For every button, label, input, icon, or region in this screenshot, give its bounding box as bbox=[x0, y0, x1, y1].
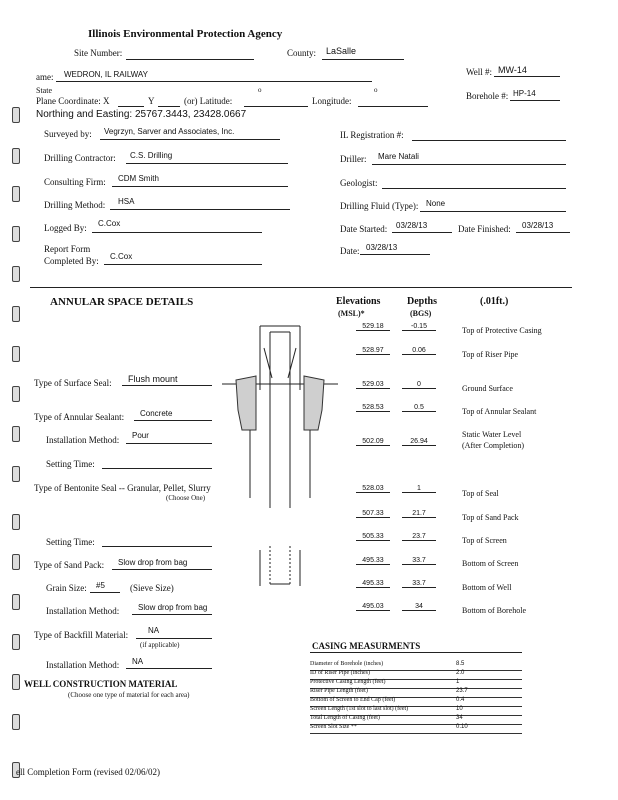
well-value: MW-14 bbox=[498, 65, 527, 75]
binder-hole bbox=[12, 554, 20, 570]
row-label: Top of Protective Casing bbox=[462, 326, 542, 335]
elevation-value[interactable]: 528.97 bbox=[356, 347, 390, 355]
setting-time-label: Setting Time: bbox=[46, 459, 95, 469]
binder-hole bbox=[12, 148, 20, 164]
row-label: Static Water Level bbox=[462, 430, 522, 439]
date-value: 03/28/13 bbox=[366, 243, 398, 252]
casing-row-label: Screen Length (1st slot to last slot) (feet) bbox=[310, 706, 409, 712]
annular-sealant-label: Type of Annular Sealant: bbox=[34, 412, 125, 422]
casing-row-label: ID of Riser Pipe (inches) bbox=[310, 670, 370, 676]
depths-sub: (BGS) bbox=[410, 309, 432, 318]
x-field[interactable] bbox=[118, 106, 144, 107]
depth-value[interactable]: -0.15 bbox=[402, 323, 436, 331]
plane-coord-label: Plane Coordinate: X bbox=[36, 96, 110, 106]
casing-row-value[interactable]: 10 bbox=[456, 706, 463, 712]
row-label: Top of Riser Pipe bbox=[462, 350, 519, 359]
driller-field[interactable] bbox=[372, 164, 566, 165]
well-construction-title: WELL CONSTRUCTION MATERIAL bbox=[24, 679, 178, 689]
depth-value[interactable]: 23.7 bbox=[402, 533, 436, 541]
row-label: Bottom of Screen bbox=[462, 559, 519, 568]
depth-value[interactable]: 0.5 bbox=[402, 404, 436, 412]
drilling-contractor-label: Drilling Contractor: bbox=[44, 153, 116, 163]
agency-title: Illinois Environmental Protection Agency bbox=[88, 28, 283, 40]
longitude-field[interactable] bbox=[358, 106, 428, 107]
completed-by-label: Completed By: bbox=[44, 256, 99, 266]
completed-by-value: C.Cox bbox=[110, 252, 133, 261]
sieve-size-label: (Sieve Size) bbox=[130, 583, 174, 593]
row-label-sub: (After Completion) bbox=[462, 441, 524, 450]
report-form-label: Report Form bbox=[44, 244, 91, 254]
site-number-label: Site Number: bbox=[74, 48, 123, 58]
grain-size-label: Grain Size: bbox=[46, 583, 87, 593]
row-label: Ground Surface bbox=[462, 384, 513, 393]
site-name-field[interactable] bbox=[56, 81, 372, 82]
date-finished-value: 03/28/13 bbox=[522, 221, 554, 230]
elevation-value[interactable]: 507.33 bbox=[356, 510, 390, 518]
geologist-field[interactable] bbox=[382, 188, 566, 189]
depth-value[interactable]: 26.94 bbox=[402, 438, 436, 446]
completed-by-field[interactable] bbox=[104, 264, 262, 265]
latitude-label: (or) Latitude: bbox=[184, 96, 233, 106]
casing-row-value[interactable]: 1 bbox=[456, 679, 460, 685]
casing-row-value[interactable]: 2.0 bbox=[456, 670, 465, 676]
elevation-value[interactable]: 528.53 bbox=[356, 404, 390, 412]
consulting-firm-field[interactable] bbox=[112, 186, 288, 187]
binder-hole bbox=[12, 634, 20, 650]
casing-row-label: Diameter of Borehole (inches) bbox=[310, 661, 384, 667]
row-label: Bottom of Borehole bbox=[462, 606, 526, 615]
drilling-method-field[interactable] bbox=[110, 209, 290, 210]
casing-row-value[interactable]: 0.4 bbox=[456, 697, 465, 703]
degree-mark: o bbox=[258, 86, 262, 94]
annular-title: ANNULAR SPACE DETAILS bbox=[50, 296, 194, 308]
well-label: Well #: bbox=[466, 67, 493, 77]
bentonite-seal-label: Type of Bentonite Seal -- Granular, Pellet, Slurry bbox=[34, 483, 211, 493]
county-label: County: bbox=[287, 48, 317, 58]
y-field[interactable] bbox=[158, 106, 180, 107]
units-header: (.01ft.) bbox=[480, 296, 509, 307]
date-label: Date: bbox=[340, 246, 360, 256]
elevation-value[interactable]: 495.33 bbox=[356, 557, 390, 565]
elevation-value[interactable]: 505.33 bbox=[356, 533, 390, 541]
backfill-value: NA bbox=[148, 626, 160, 635]
row-label: Top of Seal bbox=[462, 489, 499, 498]
installation-method2-label: Installation Method: bbox=[46, 606, 120, 616]
backfill-sub: (if applicable) bbox=[140, 641, 180, 649]
well-construction-sub: (Choose one type of material for each area) bbox=[68, 691, 190, 699]
driller-label: Driller: bbox=[340, 154, 367, 164]
borehole-label: Borehole #: bbox=[466, 91, 509, 101]
il-registration-field[interactable] bbox=[412, 140, 566, 141]
consulting-firm-label: Consulting Firm: bbox=[44, 177, 106, 187]
il-registration-label: IL Registration #: bbox=[340, 130, 404, 140]
binder-hole bbox=[12, 466, 20, 482]
grain-size-field[interactable] bbox=[90, 592, 120, 593]
installation-method3-field[interactable] bbox=[126, 668, 212, 669]
elevation-value[interactable]: 495.33 bbox=[356, 580, 390, 588]
date-finished-field[interactable] bbox=[516, 232, 570, 233]
installation-method2-value: Slow drop from bag bbox=[138, 603, 208, 612]
setting-time-field[interactable] bbox=[102, 468, 212, 469]
date-field[interactable] bbox=[360, 254, 430, 255]
backfill-label: Type of Backfill Material: bbox=[34, 630, 129, 640]
northing-easting: Northing and Easting: 25767.3443, 23428.0667 bbox=[36, 109, 247, 120]
degree-mark: o bbox=[374, 86, 378, 94]
binder-hole bbox=[12, 674, 20, 690]
sand-pack-field[interactable] bbox=[112, 569, 212, 570]
setting-time2-label: Setting Time: bbox=[46, 537, 95, 547]
binder-hole bbox=[12, 226, 20, 242]
casing-row-value[interactable]: 34 bbox=[456, 715, 463, 721]
site-name-value: WEDRON, IL RAILWAY bbox=[64, 70, 149, 79]
installation-method-field[interactable] bbox=[126, 443, 212, 444]
depths-header: Depths bbox=[407, 296, 438, 307]
casing-row-value[interactable]: 23.7 bbox=[456, 688, 468, 694]
row-label: Top of Screen bbox=[462, 536, 507, 545]
surface-seal-value: Flush mount bbox=[128, 374, 178, 384]
binder-hole bbox=[12, 594, 20, 610]
casing-row-label: Screen Slot Size ** bbox=[310, 724, 357, 730]
binder-hole bbox=[12, 346, 20, 362]
county-field[interactable] bbox=[322, 59, 404, 60]
drilling-method-value: HSA bbox=[118, 197, 135, 206]
elevation-value[interactable]: 529.03 bbox=[356, 381, 390, 389]
binder-hole bbox=[12, 514, 20, 530]
sand-pack-label: Type of Sand Pack: bbox=[34, 560, 105, 570]
elevations-sub: (MSL)* bbox=[338, 309, 365, 318]
county-value: LaSalle bbox=[326, 46, 357, 56]
casing-row-label: Riser Pipe Length (feet) bbox=[310, 688, 368, 694]
date-started-label: Date Started: bbox=[340, 224, 388, 234]
surface-seal-field[interactable] bbox=[122, 385, 212, 386]
borehole-value: HP-14 bbox=[513, 89, 536, 98]
casing-row-label: Total Length of Casing (feet) bbox=[310, 715, 380, 721]
binder-hole bbox=[12, 107, 20, 123]
depth-value[interactable]: 1 bbox=[402, 485, 436, 493]
date-started-value: 03/28/13 bbox=[396, 221, 428, 230]
installation-method2-field[interactable] bbox=[132, 614, 212, 615]
longitude-label: Longitude: bbox=[312, 96, 352, 106]
logged-by-label: Logged By: bbox=[44, 223, 87, 233]
latitude-field[interactable] bbox=[244, 106, 308, 107]
elevation-value[interactable]: 528.03 bbox=[356, 485, 390, 493]
state-label: State bbox=[36, 86, 52, 95]
bentonite-seal-sub: (Choose One) bbox=[166, 494, 206, 502]
drilling-fluid-label: Drilling Fluid (Type): bbox=[340, 201, 419, 211]
depth-value[interactable]: 33.7 bbox=[402, 557, 436, 565]
consulting-firm-value: CDM Smith bbox=[118, 174, 159, 183]
logged-by-value: C.Cox bbox=[98, 219, 121, 228]
surveyed-by-value: Vegrzyn, Sarver and Associates, Inc. bbox=[104, 127, 235, 136]
elevations-header: Elevations bbox=[336, 296, 381, 307]
depth-value[interactable]: 34 bbox=[402, 603, 436, 611]
y-label: Y bbox=[148, 96, 155, 106]
footer-form-label: ell Completion Form (revised 02/06/02) bbox=[16, 767, 160, 777]
logged-by-field[interactable] bbox=[92, 232, 262, 233]
backfill-field[interactable] bbox=[136, 638, 212, 639]
casing-divider bbox=[310, 652, 522, 653]
surveyed-by-field[interactable] bbox=[100, 139, 280, 140]
casing-row-value[interactable]: 8.5 bbox=[456, 661, 465, 667]
binder-hole bbox=[12, 426, 20, 442]
installation-method-label: Installation Method: bbox=[46, 435, 120, 445]
drilling-method-label: Drilling Method: bbox=[44, 200, 106, 210]
installation-method-value: Pour bbox=[132, 431, 149, 440]
casing-row bbox=[310, 724, 522, 734]
elevation-value[interactable]: 502.09 bbox=[356, 438, 390, 446]
binder-hole bbox=[12, 714, 20, 730]
surveyed-by-label: Surveyed by: bbox=[44, 129, 92, 139]
binder-hole bbox=[12, 306, 20, 322]
elevation-value[interactable]: 495.03 bbox=[356, 603, 390, 611]
site-name-label: ame: bbox=[36, 72, 54, 82]
binder-hole bbox=[12, 386, 20, 402]
site-number-field[interactable] bbox=[126, 59, 254, 60]
annular-sealant-field[interactable] bbox=[134, 420, 212, 421]
depth-value[interactable]: 21.7 bbox=[402, 510, 436, 518]
well-diagram bbox=[220, 318, 340, 618]
binder-hole bbox=[12, 186, 20, 202]
sand-pack-value: Slow drop from bag bbox=[118, 558, 188, 567]
grain-size-value: #5 bbox=[96, 581, 105, 590]
drilling-contractor-value: C.S. Drilling bbox=[130, 151, 173, 160]
date-started-field[interactable] bbox=[392, 232, 452, 233]
drilling-contractor-field[interactable] bbox=[126, 163, 288, 164]
casing-row-label: Bottom of Screen to End Cap (feet) bbox=[310, 697, 396, 703]
depth-value[interactable]: 0.06 bbox=[402, 347, 436, 355]
casing-row-label: Protective Casing Length (feet) bbox=[310, 679, 386, 685]
drilling-fluid-value: None bbox=[426, 199, 446, 208]
annular-sealant-value: Concrete bbox=[140, 409, 173, 418]
depth-value[interactable]: 0 bbox=[402, 381, 436, 389]
casing-row-value[interactable]: 0.10 bbox=[456, 724, 468, 730]
row-label: Top of Annular Sealant bbox=[462, 407, 537, 416]
binder-hole bbox=[12, 266, 20, 282]
installation-method3-value: NA bbox=[132, 657, 144, 666]
casing-title: CASING MEASURMENTS bbox=[312, 641, 421, 651]
geologist-label: Geologist: bbox=[340, 178, 378, 188]
setting-time2-field[interactable] bbox=[102, 546, 212, 547]
installation-method3-label: Installation Method: bbox=[46, 660, 120, 670]
surface-seal-label: Type of Surface Seal: bbox=[34, 378, 112, 388]
date-finished-label: Date Finished: bbox=[458, 224, 511, 234]
driller-value: Mare Natali bbox=[378, 152, 419, 161]
borehole-field[interactable] bbox=[510, 100, 560, 101]
well-field[interactable] bbox=[494, 76, 560, 77]
drilling-fluid-field[interactable] bbox=[420, 211, 566, 212]
depth-value[interactable]: 33.7 bbox=[402, 580, 436, 588]
section-divider bbox=[30, 287, 572, 288]
row-label: Bottom of Well bbox=[462, 583, 512, 592]
elevation-value[interactable]: 529.18 bbox=[356, 323, 390, 331]
row-label: Top of Sand Pack bbox=[462, 513, 519, 522]
